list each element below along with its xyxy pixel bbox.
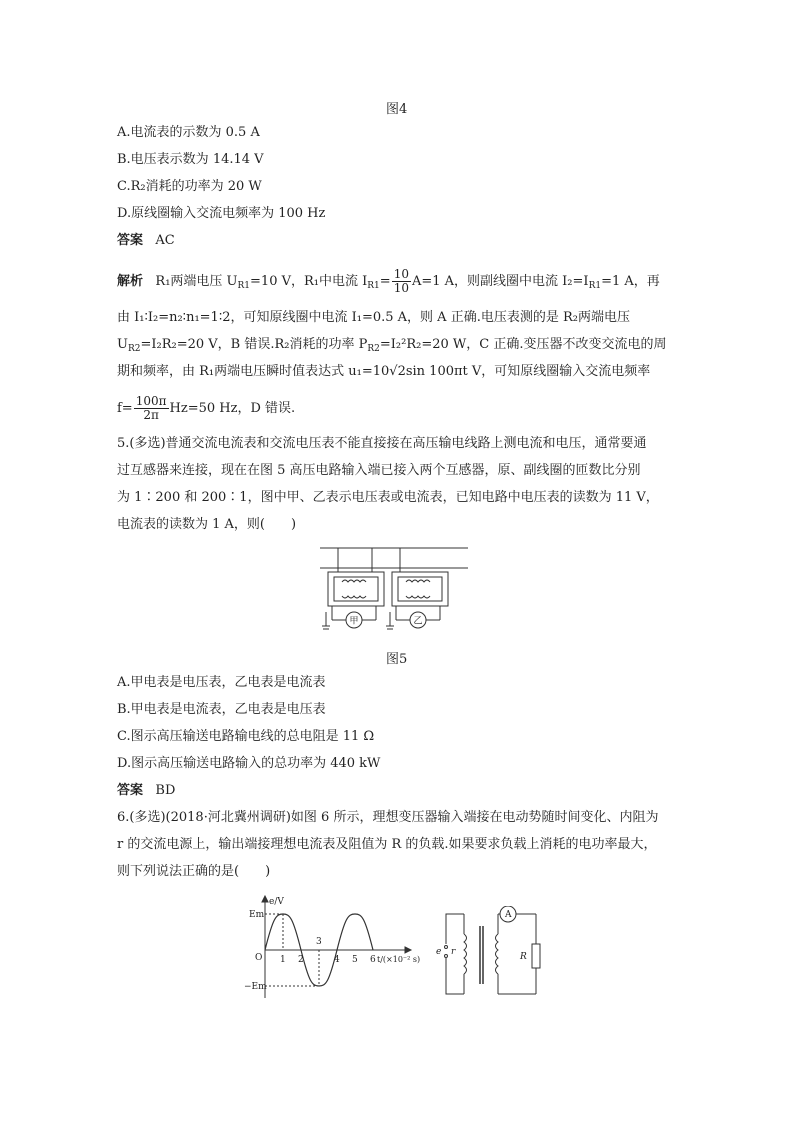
x-axis-label: t/(×10⁻² s) <box>377 955 421 964</box>
q6-stem-line-2: r 的交流电源上，输出端接理想电流表及阻值为 R 的负载.如果要求负载上消耗的电功率最大， <box>117 837 657 852</box>
q5-answer <box>117 783 175 799</box>
tick-6: 6 <box>370 955 376 965</box>
tick-5: 5 <box>352 955 358 965</box>
figure-6-circuit <box>432 906 550 1002</box>
q5-stem-line-3: 为 1∶200 和 200∶1，图中甲、乙表示电压表或电流表，已知电路中电压表的读数为 11 V， <box>117 490 659 505</box>
fraction-10-10: $\frac{10}{10}$ <box>393 267 409 295</box>
q4-option-c: C.R₂消耗的功率为 20 W <box>117 179 262 194</box>
origin-label: O <box>255 953 263 963</box>
tick-1: 1 <box>280 955 286 965</box>
em-label: Em <box>249 910 265 920</box>
q6-stem-line-3: 则下列说法正确的是( ) <box>117 864 271 879</box>
q4-answer <box>117 233 175 249</box>
explanation-label: 解析 <box>117 274 144 289</box>
explanation-line-4: 期和频率，由 R₁两端电压瞬时值表达式 u₁=10√2sin 100πt V，可知原线圈输入交流电频率 <box>117 364 651 379</box>
q5-option-c: C.图示高压输送电路输电线的总电阻是 11 Ω <box>117 729 375 744</box>
figure-6-graph <box>240 894 430 1004</box>
tick-4: 4 <box>334 955 340 965</box>
figure-4-caption: 图4 <box>386 102 408 117</box>
q5-stem-line-4: 电流表的读数为 1 A，则( ) <box>117 517 297 532</box>
answer-label: 答案 <box>117 233 144 248</box>
q5-option-b: B.甲电表是电流表，乙电表是电压表 <box>117 702 326 717</box>
fraction-100pi-2pi: $\frac{100\pi}{2\pi}$ <box>135 394 167 422</box>
tick-2: 2 <box>298 955 304 965</box>
q6-stem-line-1: 6.(多选)(2018·河北冀州调研)如图 6 所示，理想变压器输入端接在电动势随时间变化、内阻为 <box>117 810 659 825</box>
meter-yi: 乙 <box>413 616 423 627</box>
explanation-line-1: 解析 R₁两端电压 $U_{R1}=10$ V，R₁中电流 $I_{R1}=$ $\frac{10}{10}$ A=1 A，则副线圈中电流 $I_2=I_{R1}=1$ A，再 <box>117 267 660 295</box>
internal-r-label: r <box>451 947 456 957</box>
q5-option-a: A.甲电表是电压表，乙电表是电流表 <box>117 675 326 690</box>
explanation-line-3: $U_{R2}=I_2R_2=20$ V，B 错误.R₂消耗的功率 $P_{R2}=I_2^2R_2=20$ W，C 正确.变压器不改变交流电的周 <box>117 337 667 354</box>
ammeter-label: A <box>505 910 512 920</box>
answer-label: 答案 <box>117 783 144 798</box>
figure-5-circuit <box>318 542 480 638</box>
q5-option-d: D.图示高压输送电路输入的总功率为 440 kW <box>117 756 381 771</box>
q5-stem-line-1: 5.(多选)普通交流电流表和交流电压表不能直接接在高压输电线路上测电流和电压，通常要通 <box>117 436 647 451</box>
meter-jia: 甲 <box>349 616 359 627</box>
answer-value: BD <box>155 783 176 798</box>
source-e-label: e <box>436 947 442 957</box>
explanation-line-5: f= $\frac{100\pi}{2\pi}$ Hz=50 Hz，D 错误. <box>117 394 296 422</box>
y-axis-label: e/V <box>269 897 284 907</box>
figure-5-caption: 图5 <box>386 652 408 667</box>
q4-option-d: D.原线圈输入交流电频率为 100 Hz <box>117 206 326 221</box>
answer-value: AC <box>155 233 175 248</box>
explanation-line-2: 由 I₁∶I₂=n₂∶n₁=1∶2，可知原线圈中电流 I₁=0.5 A，则 A 正确.电压表测的是 R₂两端电压 <box>117 310 630 325</box>
q4-option-a: A.电流表的示数为 0.5 A <box>117 125 260 140</box>
q4-option-b: B.电压表示数为 14.14 V <box>117 152 264 167</box>
neg-em-label: −Em <box>244 982 267 992</box>
tick-3: 3 <box>316 937 322 947</box>
load-r-label: R <box>520 952 527 962</box>
q5-stem-line-2: 过互感器来连接，现在在图 5 高压电路输入端已接入两个互感器，原、副线圈的匝数比分别 <box>117 463 641 478</box>
